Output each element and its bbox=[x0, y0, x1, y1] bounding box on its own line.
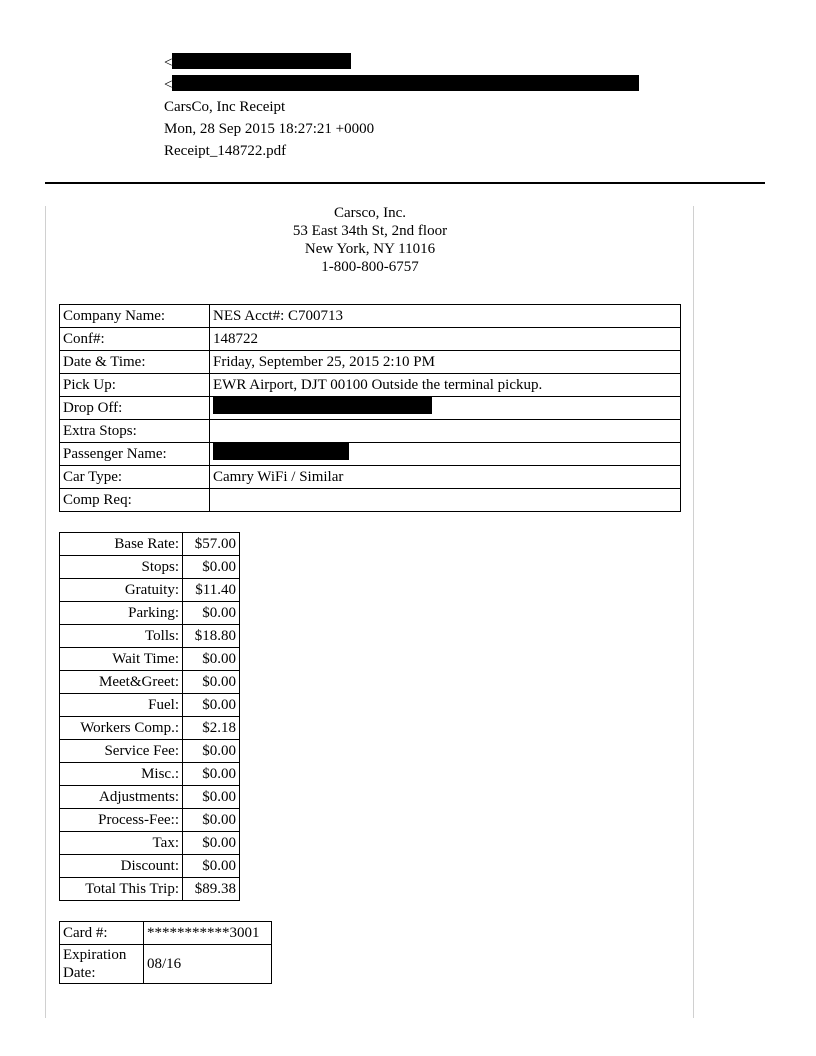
table-row bbox=[60, 809, 240, 832]
charge-label: Tolls: bbox=[60, 625, 183, 648]
company-name: Carsco, Inc. bbox=[333, 205, 407, 221]
table-row bbox=[60, 945, 272, 984]
charge-value: $11.40 bbox=[183, 579, 240, 602]
card-number-label: Card #: bbox=[60, 922, 144, 945]
table-row bbox=[60, 740, 240, 763]
table-row bbox=[60, 832, 240, 855]
trip-value bbox=[210, 489, 681, 512]
card-number-value: ***********3001 bbox=[144, 922, 272, 945]
charge-label: Service Fee: bbox=[60, 740, 183, 763]
table-row bbox=[60, 328, 681, 351]
charge-label: Base Rate: bbox=[60, 533, 183, 556]
table-row bbox=[60, 922, 272, 945]
redacted-from bbox=[172, 53, 351, 69]
trip-value bbox=[210, 397, 681, 420]
company-street: 53 East 34th St, 2nd floor bbox=[292, 223, 448, 239]
left-border bbox=[45, 206, 46, 1018]
to-value bbox=[164, 74, 639, 96]
header-divider bbox=[45, 182, 765, 184]
charge-label: Wait Time: bbox=[60, 648, 183, 671]
charge-value: $0.00 bbox=[183, 602, 240, 625]
charge-value: $0.00 bbox=[183, 671, 240, 694]
trip-label: Date & Time: bbox=[60, 351, 210, 374]
expiration-label-line-2: Date: bbox=[63, 965, 96, 981]
table-row bbox=[60, 397, 681, 420]
redacted-to bbox=[172, 75, 639, 91]
date-value: Mon, 28 Sep 2015 18:27:21 +0000 bbox=[164, 121, 375, 137]
expiration-label-line-1: Expiration bbox=[63, 947, 127, 963]
total-value: $89.38 bbox=[183, 878, 240, 901]
total-label: Total This Trip: bbox=[60, 878, 183, 901]
trip-label: Conf#: bbox=[60, 328, 210, 351]
table-row bbox=[60, 671, 240, 694]
trip-info-table bbox=[59, 304, 681, 512]
trip-label: Car Type: bbox=[60, 466, 210, 489]
trip-value: 148722 bbox=[210, 328, 681, 351]
charge-label: Fuel: bbox=[60, 694, 183, 717]
from-prefix: < bbox=[164, 55, 173, 71]
charge-value: $0.00 bbox=[183, 648, 240, 671]
charge-label: Parking: bbox=[60, 602, 183, 625]
attachment-link[interactable]: Receipt_148722.pdf bbox=[164, 143, 287, 159]
charge-label: Tax: bbox=[60, 832, 183, 855]
table-row bbox=[60, 420, 681, 443]
table-row bbox=[60, 556, 240, 579]
table-row bbox=[60, 533, 240, 556]
charge-label: Misc.: bbox=[60, 763, 183, 786]
charge-value: $2.18 bbox=[183, 717, 240, 740]
company-city: New York, NY 11016 bbox=[304, 241, 436, 257]
table-row bbox=[60, 694, 240, 717]
subject-value: CarsCo, Inc Receipt bbox=[164, 99, 286, 115]
trip-label: Pick Up: bbox=[60, 374, 210, 397]
trip-label: Comp Req: bbox=[60, 489, 210, 512]
from-value bbox=[164, 52, 351, 74]
table-row bbox=[60, 374, 681, 397]
charge-label: Discount: bbox=[60, 855, 183, 878]
charge-label: Adjustments: bbox=[60, 786, 183, 809]
table-row bbox=[60, 602, 240, 625]
table-row bbox=[60, 786, 240, 809]
table-row bbox=[60, 466, 681, 489]
trip-value bbox=[210, 420, 681, 443]
trip-label: Company Name: bbox=[60, 305, 210, 328]
trip-label: Extra Stops: bbox=[60, 420, 210, 443]
charge-label: Stops: bbox=[60, 556, 183, 579]
table-row bbox=[60, 489, 681, 512]
trip-value: Friday, September 25, 2015 2:10 PM bbox=[210, 351, 681, 374]
charges-table bbox=[59, 532, 240, 901]
to-prefix: < bbox=[164, 77, 173, 93]
company-address bbox=[46, 204, 694, 276]
charge-value: $0.00 bbox=[183, 855, 240, 878]
table-row bbox=[60, 855, 240, 878]
charge-value: $0.00 bbox=[183, 763, 240, 786]
trip-value bbox=[210, 443, 681, 466]
table-row bbox=[60, 579, 240, 602]
right-border bbox=[693, 206, 694, 1018]
table-row bbox=[60, 625, 240, 648]
expiration-value: 08/16 bbox=[144, 945, 272, 984]
charge-value: $0.00 bbox=[183, 740, 240, 763]
company-phone: 1-800-800-6757 bbox=[321, 259, 419, 275]
table-row bbox=[60, 443, 681, 466]
trip-value: EWR Airport, DJT 00100 Outside the terminal pickup. bbox=[210, 374, 681, 397]
trip-value: NES Acct#: C700713 bbox=[210, 305, 681, 328]
charge-value: $0.00 bbox=[183, 832, 240, 855]
card-table bbox=[59, 921, 272, 984]
charge-value: $0.00 bbox=[183, 809, 240, 832]
trip-value: Camry WiFi / Similar bbox=[210, 466, 681, 489]
table-row bbox=[60, 351, 681, 374]
charge-value: $57.00 bbox=[183, 533, 240, 556]
trip-label: Passenger Name: bbox=[60, 443, 210, 466]
charge-value: $0.00 bbox=[183, 694, 240, 717]
charge-label: Gratuity: bbox=[60, 579, 183, 602]
table-row bbox=[60, 763, 240, 786]
charge-value: $0.00 bbox=[183, 786, 240, 809]
redacted-drop-off bbox=[213, 397, 432, 414]
charge-value: $0.00 bbox=[183, 556, 240, 579]
table-row bbox=[60, 878, 240, 901]
redacted-passenger bbox=[213, 443, 349, 460]
charge-value: $18.80 bbox=[183, 625, 240, 648]
table-row bbox=[60, 717, 240, 740]
table-row bbox=[60, 305, 681, 328]
charge-label: Workers Comp.: bbox=[60, 717, 183, 740]
charge-label: Meet&Greet: bbox=[60, 671, 183, 694]
trip-label: Drop Off: bbox=[60, 397, 210, 420]
charge-label: Process-Fee:: bbox=[60, 809, 183, 832]
table-row bbox=[60, 648, 240, 671]
expiration-label bbox=[60, 945, 144, 984]
